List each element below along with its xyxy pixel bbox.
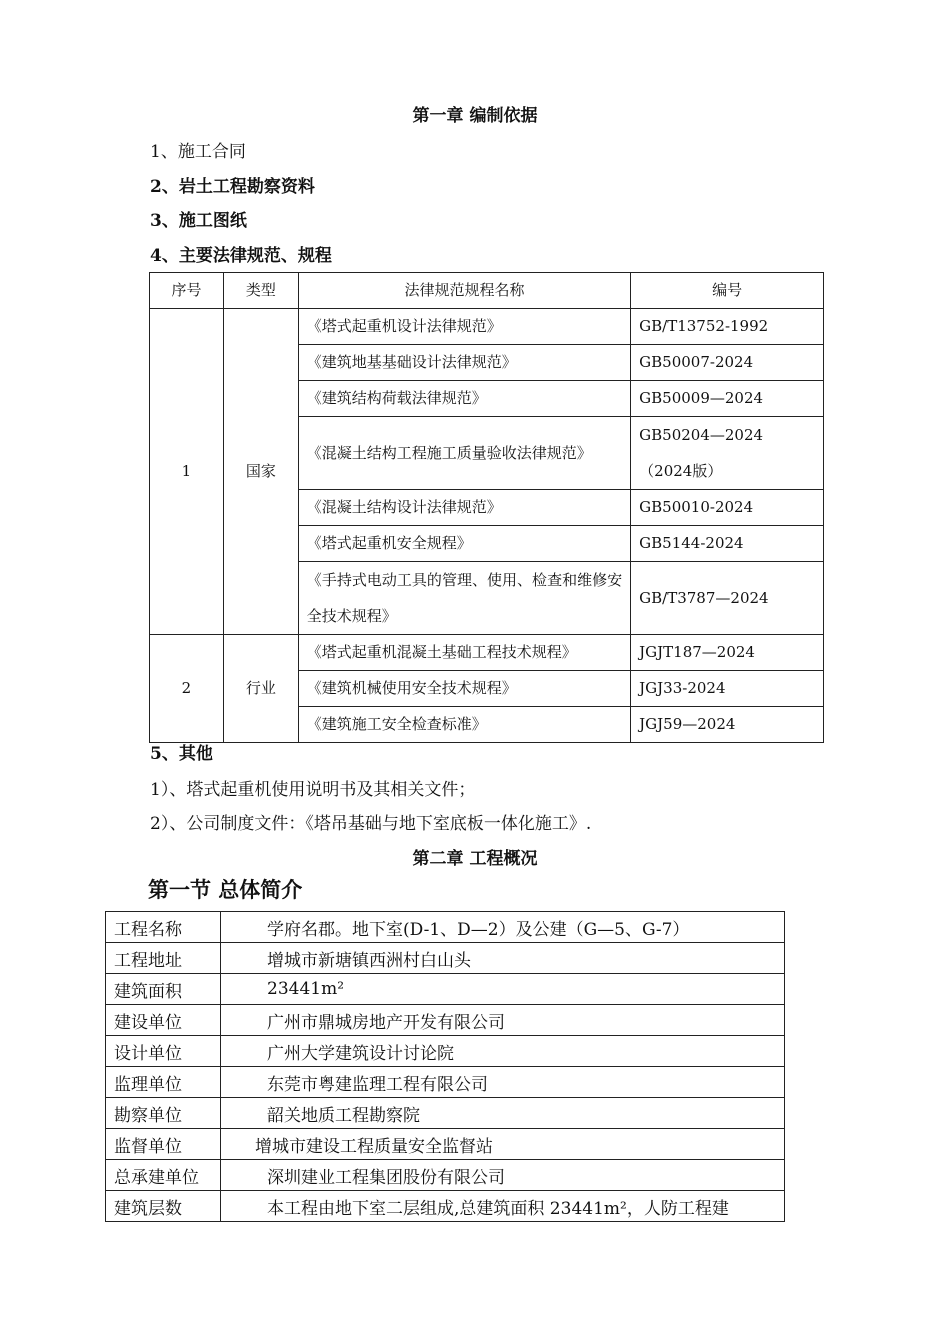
info-value: 增城市新塘镇西洲村白山头	[221, 943, 785, 974]
info-value: 广州大学建筑设计讨论院	[221, 1036, 785, 1067]
project-info-table	[105, 911, 785, 1222]
table-row	[150, 635, 824, 671]
other-item-company: 2）、公司制度文件：《塔吊基础与地下室底板一体化施工》.	[150, 814, 592, 834]
table-row	[106, 1036, 785, 1067]
info-key: 勘察单位	[106, 1098, 221, 1129]
item-laws: 4、主要法律规范、规程	[150, 246, 332, 266]
info-value: 学府名郡。地下室(D-1、D—2）及公建（G—5、G-7）	[221, 912, 785, 943]
header-name: 法律规范规程名称	[298, 273, 630, 309]
info-key: 建筑面积	[106, 974, 221, 1005]
info-key: 设计单位	[106, 1036, 221, 1067]
info-key: 总承建单位	[106, 1160, 221, 1191]
law-code: GB/T13752-1992	[631, 309, 824, 345]
law-code: GB50204—2024（2024版）	[631, 417, 824, 490]
header-code: 编号	[631, 273, 824, 309]
header-no: 序号	[150, 273, 224, 309]
law-name: 《塔式起重机混凝土基础工程技术规程》	[298, 635, 630, 671]
info-key: 建筑层数	[106, 1191, 221, 1222]
info-value: 增城市建设工程质量安全监督站	[221, 1129, 785, 1160]
table-row	[106, 1067, 785, 1098]
info-key: 监理单位	[106, 1067, 221, 1098]
chapter2-title: 第二章 工程概况	[412, 849, 538, 869]
law-code: JGJT187—2024	[631, 635, 824, 671]
header-type: 类型	[223, 273, 298, 309]
info-key: 工程地址	[106, 943, 221, 974]
info-value: 23441m²	[221, 974, 785, 1005]
law-name: 《手持式电动工具的管理、使用、检查和维修安全技术规程》	[298, 562, 630, 635]
law-name: 《混凝土结构工程施工质量验收法律规范》	[298, 417, 630, 490]
law-code: GB50007-2024	[631, 345, 824, 381]
table-row	[106, 1129, 785, 1160]
group-type: 国家	[223, 309, 298, 635]
info-key: 监督单位	[106, 1129, 221, 1160]
table-row	[106, 1160, 785, 1191]
table-row	[106, 1098, 785, 1129]
info-key: 建设单位	[106, 1005, 221, 1036]
info-key: 工程名称	[106, 912, 221, 943]
table-row	[150, 309, 824, 345]
info-value: 广州市鼎城房地产开发有限公司	[221, 1005, 785, 1036]
item-contract: 1、施工合同	[150, 142, 246, 162]
table-header-row	[150, 273, 824, 309]
law-code: GB/T3787—2024	[631, 562, 824, 635]
law-name: 《建筑结构荷载法律规范》	[298, 381, 630, 417]
table-row	[106, 1005, 785, 1036]
info-value: 韶关地质工程勘察院	[221, 1098, 785, 1129]
item-drawings: 3、施工图纸	[150, 211, 247, 231]
info-value: 本工程由地下室二层组成,总建筑面积 23441m²，人防工程建	[221, 1191, 785, 1222]
law-name: 《建筑施工安全检查标准》	[298, 707, 630, 743]
group-no: 2	[150, 635, 224, 743]
group-type: 行业	[223, 635, 298, 743]
table-row	[106, 943, 785, 974]
table-row	[106, 1191, 785, 1222]
law-name: 《建筑地基基础设计法律规范》	[298, 345, 630, 381]
law-code: JGJ33-2024	[631, 671, 824, 707]
table-row	[106, 912, 785, 943]
chapter1-title: 第一章 编制依据	[412, 106, 538, 126]
table-row	[106, 974, 785, 1005]
law-code: JGJ59—2024	[631, 707, 824, 743]
other-heading: 5、其他	[150, 744, 213, 764]
other-item-manual: 1）、塔式起重机使用说明书及其相关文件；	[150, 780, 476, 800]
law-table	[149, 272, 824, 743]
section-title: 第一节 总体简介	[148, 877, 303, 902]
item-survey: 2、岩土工程勘察资料	[150, 177, 315, 197]
law-name: 《混凝土结构设计法律规范》	[298, 490, 630, 526]
law-code: GB50010-2024	[631, 490, 824, 526]
info-value: 东莞市粤建监理工程有限公司	[221, 1067, 785, 1098]
group-no: 1	[150, 309, 224, 635]
info-value: 深圳建业工程集团股份有限公司	[221, 1160, 785, 1191]
law-code: GB5144-2024	[631, 526, 824, 562]
law-name: 《建筑机械使用安全技术规程》	[298, 671, 630, 707]
law-name: 《塔式起重机安全规程》	[298, 526, 630, 562]
law-name: 《塔式起重机设计法律规范》	[298, 309, 630, 345]
law-code: GB50009—2024	[631, 381, 824, 417]
